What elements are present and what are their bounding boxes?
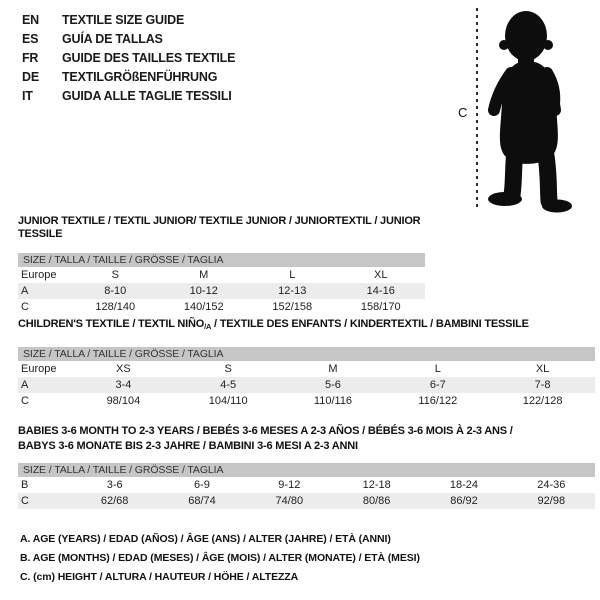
row-label: A: [21, 379, 29, 391]
language-title: GUIDE DES TAILLES TEXTILE: [62, 51, 236, 65]
language-code: DE: [22, 70, 39, 84]
cell: M: [328, 363, 338, 375]
junior-table-section: [18, 215, 425, 315]
language-title: TEXTILE SIZE GUIDE: [62, 13, 185, 27]
cell: 24-36: [537, 479, 566, 491]
row-label: Europe: [21, 269, 57, 281]
cell: S: [224, 363, 232, 375]
language-title: GUIDA ALLE TAGLIE TESSILI: [62, 89, 232, 103]
height-dotted-line: [476, 8, 478, 207]
table-row: [18, 377, 595, 393]
cell: S: [111, 269, 119, 281]
cell: 3-4: [115, 379, 132, 391]
table-row: [18, 267, 425, 283]
language-code: EN: [22, 13, 39, 27]
table-row: [18, 493, 595, 509]
babies-table-section: [18, 424, 595, 509]
row-label: A: [21, 285, 29, 297]
cell: 12-13: [278, 285, 307, 297]
cell: 9-12: [278, 479, 301, 491]
table-row: [18, 477, 595, 493]
language-title-list: [22, 11, 235, 106]
language-row-en: [22, 11, 235, 30]
legend-notes: [20, 530, 420, 587]
language-title: GUÍA DE TALLAS: [62, 32, 163, 46]
table-row: [18, 361, 595, 377]
note-age-years: A. AGE (YEARS) / EDAD (AÑOS) / ÂGE (ANS) / ALTER (JAHRE) / ETÀ (ANNI): [20, 533, 391, 545]
row-label: C: [21, 395, 29, 407]
babies-size-header-bar: SIZE / TALLA / TAILLE / GRÖSSE / TAGLIA: [18, 463, 595, 477]
height-marker-label: C: [458, 105, 468, 120]
cell: 122/128: [522, 395, 563, 407]
language-title: TEXTILGRÖßENFÜHRUNG: [62, 70, 218, 84]
title-line-1: BABIES 3-6 MONTH TO 2-3 YEARS / BEBÉS 3-6 MESES A 2-3 AÑOS / BÉBÉS 3-6 MOIS À 2-3 ANS /: [18, 425, 513, 437]
cell: 98/104: [106, 395, 141, 407]
cell: L: [289, 269, 296, 281]
title-suffix: / TEXTILE DES ENFANTS / KINDERTEXTIL / BAMBINI TESSILE: [211, 318, 529, 330]
cell: 140/152: [183, 301, 224, 313]
language-code: IT: [22, 89, 33, 103]
note-height-cm: C. (cm) HEIGHT / ALTURA / HAUTEUR / HÖHE / ALTEZZA: [20, 571, 299, 583]
cell: 104/110: [208, 395, 248, 407]
children-table-title: [18, 318, 595, 333]
cell: 110/116: [313, 395, 353, 407]
row-label: C: [21, 495, 29, 507]
cell: 74/80: [275, 495, 304, 507]
cell: 7-8: [534, 379, 551, 391]
baby-height-figure: [430, 0, 600, 215]
cell: 12-18: [362, 479, 391, 491]
table-row: [18, 299, 425, 315]
cell: 3-6: [106, 479, 123, 491]
language-row-fr: [22, 49, 235, 68]
cell: 4-5: [220, 379, 237, 391]
babies-table-title: [18, 424, 595, 454]
language-row-it: [22, 87, 235, 106]
cell: M: [199, 269, 209, 281]
language-row-es: [22, 30, 235, 49]
cell: 6-7: [429, 379, 446, 391]
row-label: C: [21, 301, 29, 313]
title-prefix: CHILDREN'S TEXTILE / TEXTIL NIÑO: [18, 318, 205, 330]
cell: 128/140: [95, 301, 136, 313]
baby-silhouette-icon: [480, 0, 600, 215]
cell: L: [434, 363, 441, 375]
cell: 92/98: [537, 495, 566, 507]
cell: 152/158: [272, 301, 313, 313]
children-size-header-bar: SIZE / TALLA / TAILLE / GRÖSSE / TAGLIA: [18, 347, 595, 361]
note-age-months: B. AGE (MONTHS) / EDAD (MESES) / ÂGE (MOIS) / ALTER (MONATE) / ETÀ (MESI): [20, 552, 420, 564]
cell: 6-9: [194, 479, 210, 491]
table-row: [18, 393, 595, 409]
language-code: ES: [22, 32, 39, 46]
cell: 62/68: [100, 495, 129, 507]
children-table-section: [18, 318, 595, 409]
cell: 80/86: [362, 495, 391, 507]
cell: 18-24: [449, 479, 479, 491]
cell: 116/122: [418, 395, 458, 407]
row-label: B: [21, 479, 29, 491]
junior-table-title: JUNIOR TEXTILE / TEXTIL JUNIOR/ TEXTILE JUNIOR / JUNIORTEXTIL / JUNIOR TESSILE: [18, 215, 421, 240]
cell: XL: [535, 363, 550, 375]
cell: 8-10: [104, 285, 127, 297]
cell: 5-6: [325, 379, 341, 391]
table-row: [18, 283, 425, 299]
cell: 14-16: [366, 285, 395, 297]
cell: 68/74: [188, 495, 216, 507]
language-code: FR: [22, 51, 39, 65]
cell: XL: [374, 269, 388, 281]
title-line-2: BABYS 3-6 MONATE BIS 2-3 JAHRE / BAMBINI 3-6 MESI A 2-3 ANNI: [18, 440, 358, 452]
cell: 10-12: [189, 285, 218, 297]
title-subscript: /A: [204, 322, 212, 331]
language-row-de: [22, 68, 235, 87]
cell: XS: [116, 363, 131, 375]
cell: 158/170: [360, 301, 401, 313]
row-label: Europe: [21, 363, 57, 375]
cell: 86/92: [450, 495, 478, 507]
junior-size-header-bar: SIZE / TALLA / TAILLE / GRÖSSE / TAGLIA: [18, 253, 425, 267]
